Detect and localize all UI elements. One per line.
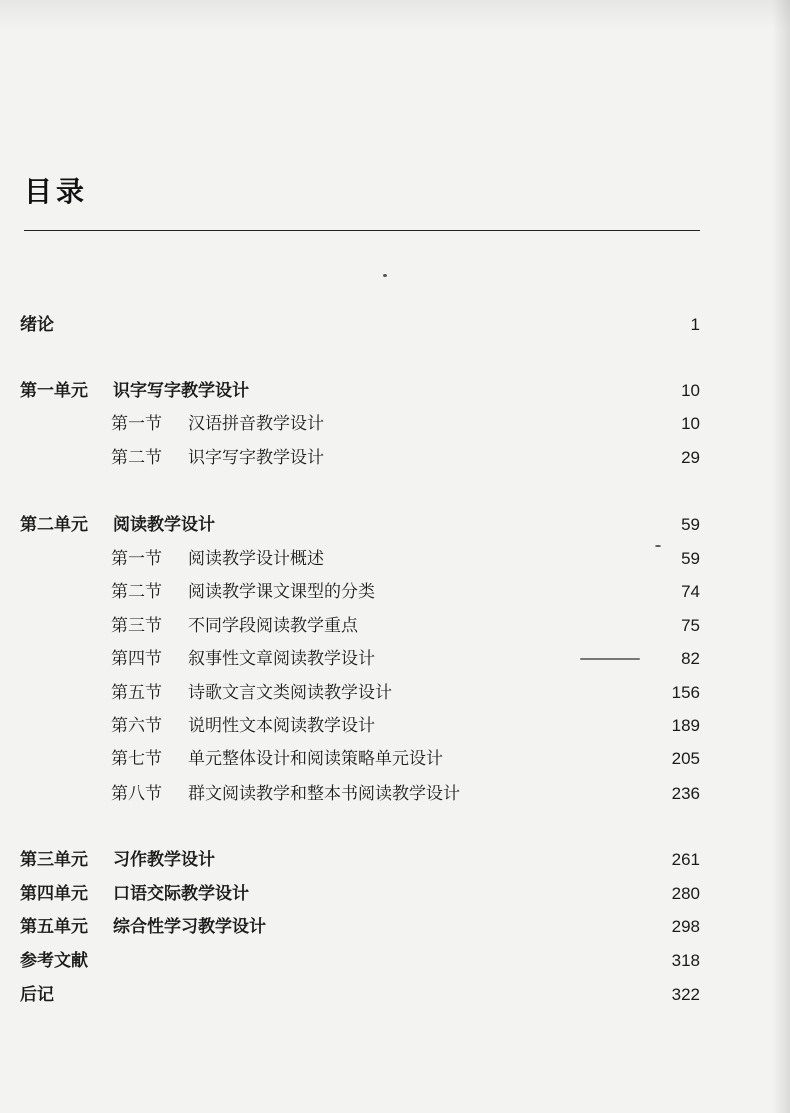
page-title: 目录: [24, 175, 89, 208]
toc-entry-title: 叙事性文章阅读教学设计: [188, 649, 375, 669]
toc-entry-title: 不同学段阅读教学重点: [188, 616, 358, 636]
toc-entry-number: 第一单元: [20, 381, 88, 401]
toc-entry-title: 阅读教学课文课型的分类: [188, 582, 375, 602]
toc-entry: [0, 378, 790, 404]
toc-entry-title: 群文阅读教学和整本书阅读教学设计: [188, 784, 460, 804]
toc-entry-title: 汉语拼音教学设计: [188, 414, 324, 434]
toc-entry-page-number: 59: [681, 515, 700, 534]
toc-entry-page-number: 261: [671, 850, 700, 869]
toc-entry-number: 第一节: [111, 414, 162, 434]
scan-speck: [383, 274, 387, 277]
toc-entry: [0, 847, 790, 873]
toc-entry-number: 第四单元: [20, 884, 88, 904]
toc-entry-number: 第三节: [111, 616, 162, 636]
toc-entry-number: 参考文献: [20, 951, 88, 971]
toc-entry-title: 识字写字教学设计: [113, 381, 249, 401]
toc-entry-number: 第五节: [111, 683, 162, 703]
toc-entry-page-number: 298: [671, 917, 700, 936]
toc-entry-number: 第三单元: [20, 850, 88, 870]
toc-entry: [0, 713, 790, 739]
toc-entry-number: 后记: [20, 985, 54, 1005]
toc-entry: [0, 948, 790, 974]
toc-entry-number: 第二单元: [20, 515, 88, 535]
toc-entry-title: 口语交际教学设计: [113, 884, 249, 904]
scan-top-shadow: [0, 0, 790, 30]
toc-entry-number: 第二节: [111, 448, 162, 468]
toc-entry: [0, 646, 790, 672]
toc-entry-number: 第七节: [111, 749, 162, 769]
toc-entry-page-number: 280: [671, 884, 700, 903]
toc-entry-number: 第四节: [111, 649, 162, 669]
toc-entry: [0, 579, 790, 605]
toc-entry-page-number: 10: [681, 414, 700, 433]
toc-entry: [0, 445, 790, 471]
toc-entry-page-number: 1: [690, 315, 700, 334]
toc-entry-page-number: 10: [681, 381, 700, 400]
toc-entry-page-number: 156: [671, 683, 700, 702]
toc-entry-title: 诗歌文言文类阅读教学设计: [188, 683, 392, 703]
toc-entry-page-number: 322: [671, 985, 700, 1004]
toc-entry-page-number: 59: [681, 549, 700, 568]
toc-entry-page-number: 29: [681, 448, 700, 467]
toc-entry: [0, 312, 790, 338]
toc-entry: [0, 781, 790, 807]
toc-entry-title: 习作教学设计: [113, 850, 215, 870]
toc-entry: [0, 546, 790, 572]
toc-entry: [0, 680, 790, 706]
toc-entry-number: 第二节: [111, 582, 162, 602]
toc-entry-title: 综合性学习教学设计: [113, 917, 266, 937]
toc-entry: [0, 613, 790, 639]
toc-entry: [0, 914, 790, 940]
toc-entry-page-number: 205: [671, 749, 700, 768]
toc-entry: [0, 512, 790, 538]
toc-entry-page-number: 189: [671, 716, 700, 735]
toc-entry: [0, 746, 790, 772]
toc-entry-page-number: 318: [671, 951, 700, 970]
toc-entry-number: 绪论: [20, 315, 54, 335]
toc-entry: [0, 881, 790, 907]
toc-entry-number: 第六节: [111, 716, 162, 736]
toc-entry-number: 第五单元: [20, 917, 88, 937]
toc-entry-title: 阅读教学设计: [113, 515, 215, 535]
title-rule: [24, 230, 700, 231]
toc-entry-title: 阅读教学设计概述: [188, 549, 324, 569]
toc-entry-page-number: 75: [681, 616, 700, 635]
toc-entry-page-number: 82: [681, 649, 700, 668]
toc-entry-page-number: 236: [671, 784, 700, 803]
toc-entry-title: 识字写字教学设计: [188, 448, 324, 468]
toc-entry: [0, 982, 790, 1008]
toc-entry-page-number: 74: [681, 582, 700, 601]
toc-entry-number: 第八节: [111, 784, 162, 804]
toc-entry-number: 第一节: [111, 549, 162, 569]
toc-entry-title: 说明性文本阅读教学设计: [188, 716, 375, 736]
toc-entry: [0, 411, 790, 437]
toc-entry-title: 单元整体设计和阅读策略单元设计: [188, 749, 443, 769]
